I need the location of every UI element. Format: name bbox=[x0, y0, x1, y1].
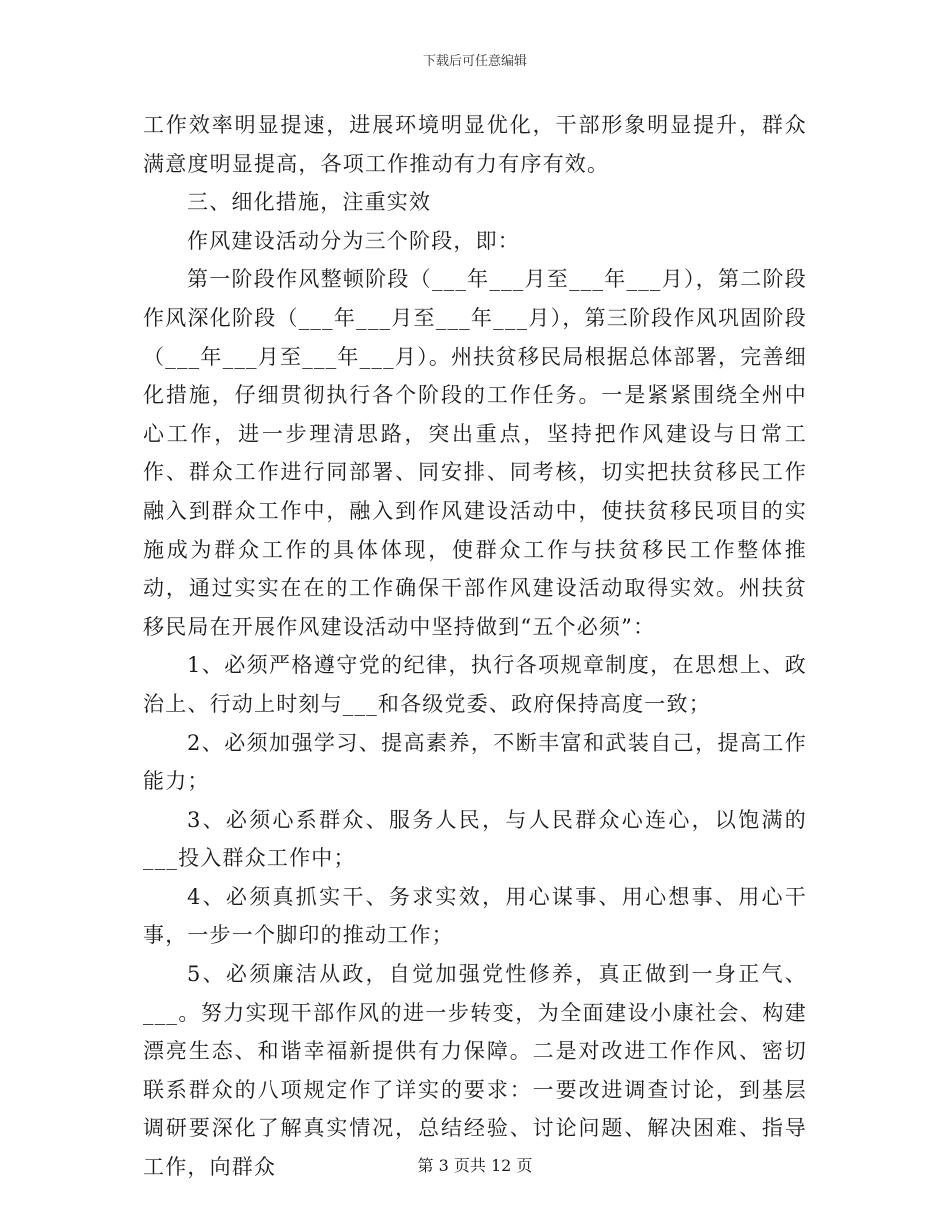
page-footer: 第 3 页共 12 页 bbox=[417, 1156, 533, 1175]
page-header: 下载后可任意编辑 bbox=[422, 54, 527, 69]
list-item: 4、必须真抓实干、务求实效，用心谋事、用心想事、用心干事，一步一个脚印的推动工作； bbox=[143, 884, 807, 948]
list-item: 3、必须心系群众、服务人民，与人民群众心连心，以饱满的___投入群众工作中； bbox=[143, 807, 807, 871]
list-item: 2、必须加强学习、提高素养，不断丰富和武装自己，提高工作能力； bbox=[143, 730, 807, 794]
section-heading: 三、细化措施，注重实效 bbox=[187, 190, 432, 215]
document-body bbox=[143, 106, 807, 1187]
list-item: 1、必须严格遵守党的纪律，执行各项规章制度，在思想上、政治上、行动上时刻与___和各级党委、政府保持高度一致； bbox=[143, 653, 807, 716]
paragraph: 作风建设活动分为三个阶段，即： bbox=[187, 228, 520, 253]
list-item: 5、必须廉洁从政，自觉加强党性修养，真正做到一身正气、___。努力实现干部作风的进一步转变，为全面建设小康社会、构建漂亮生态、和谐幸福新提供有力保障。二是对改进工作作风、密切联系群众的八项规定作了详实的要求：一要改进调查讨论，到基层调研要深化了解真实情况，总结经验、讨论问题、解决困难、指导工作，向群众 bbox=[143, 962, 807, 1180]
paragraph: 第一阶段作风整顿阶段（___年___月至___年___月），第二阶段作风深化阶段（___年___月至___年___月），第三阶段作风巩固阶段（___年___月至___年___月）。州扶贫移民局根据总体部署，完善细化措施，仔细贯彻执行各个阶段的工作任务。一是紧紧围绕全州中心工作，进一步理清思路，突出重点，坚持把作风建设与日常工作、群众工作进行同部署、同安排、同考核，切实把扶贫移民工作融入到群众工作中，融入到作风建设活动中，使扶贫移民项目的实施成为群众工作的具体体现，使群众工作与扶贫移民工作整体推动，通过实实在在的工作确保干部作风建设活动取得实效。州扶贫移民局在开展作风建设活动中坚持做到“五个必须”： bbox=[143, 267, 807, 639]
paragraph: 工作效率明显提速，进展环境明显优化，干部形象明显提升，群众满意度明显提高，各项工作推动有力有序有效。 bbox=[143, 113, 807, 176]
